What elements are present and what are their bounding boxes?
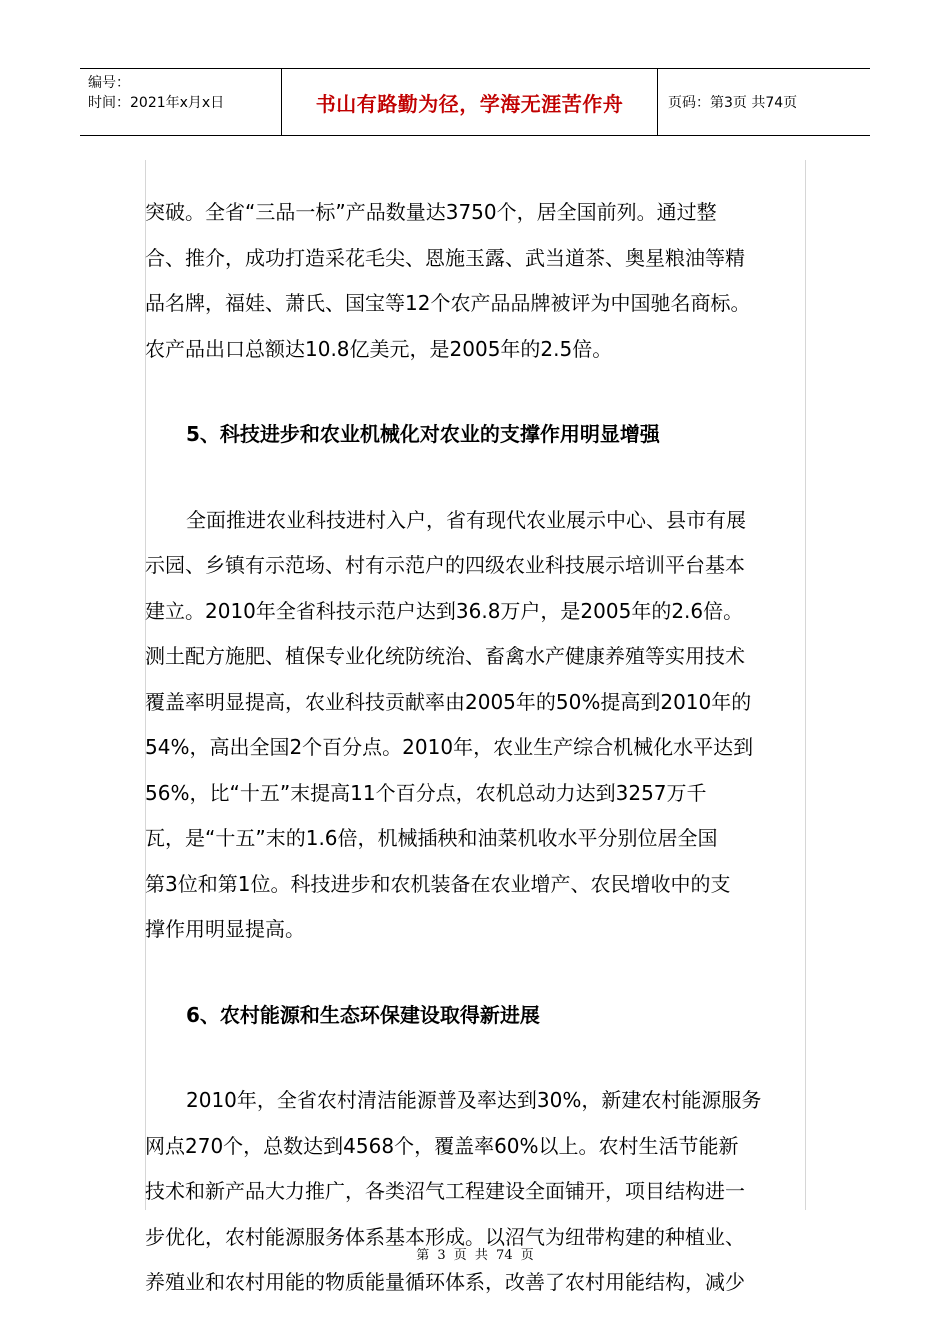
section-heading: 6、农村能源和生态环保建设取得新进展 [186,1002,540,1027]
text-line: 技术和新产品大力推广，各类沼气工程建设全面铺开，项目结构进一 [145,1179,745,1203]
text-line: 合、推介，成功打造采花毛尖、恩施玉露、武当道茶、奥星粮油等精 [145,245,745,270]
time-label: 时间：2021年x月x日 [88,95,225,111]
text-line: 品名牌，福娃、萧氏、国宝等12个农产品品牌被评为中国驰名商标。 [145,291,751,315]
text-line: 54%，高出全国2个百分点。2010年，农业生产综合机械化水平达到 [145,735,754,759]
document-body [145,190,807,1306]
text-line: 步优化，农村能源服务体系基本形成。以沼气为纽带构建的种植业、 [145,1224,745,1249]
header-meta [80,69,282,135]
text-line: 全面推进农业科技进村入户，省有现代农业展示中心、县市有展 [186,507,746,532]
text-line: 2010年，全省农村清洁能源普及率达到30%，新建农村能源服务 [186,1088,762,1112]
text-line: 覆盖率明显提高，农业科技贡献率由2005年的50%提高到2010年的 [145,689,752,714]
header-page-info: 页码：第3页 共74页 [668,95,798,111]
text-line: 突破。全省“三品一标”产品数量达3750个，居全国前列。通过整 [145,200,717,224]
text-line: 瓦，是“十五”末的1.6倍，机械插秧和油菜机收水平分别位居全国 [145,826,718,850]
section-heading: 5、科技进步和农业机械化对农业的支撑作用明显增强 [186,422,660,446]
document-header [80,68,870,136]
paragraph [145,190,807,372]
motto-text: 书山有路勤为径，学海无涯苦作舟 [315,91,624,116]
text-line: 示园、乡镇有示范场、村有示范户的四级农业科技展示培训平台基本 [145,553,745,577]
text-line: 网点270个，总数达到4568个，覆盖率60%以上。农村生活节能新 [145,1133,739,1158]
text-line: 养殖业和农村用能的物质能量循环体系，改善了农村用能结构，减少 [145,1270,745,1294]
paragraph [145,1078,807,1306]
paragraph [145,498,807,953]
text-line: 第3位和第1位。科技进步和农机装备在农业增产、农民增收中的支 [145,871,731,896]
serial-label: 编号： [88,75,130,91]
text-line: 测土配方施肥、植保专业化统防统治、畜禽水产健康养殖等实用技术 [145,644,745,668]
text-line: 撑作用明显提高。 [145,917,305,941]
text-line: 建立。2010年全省科技示范户达到36.8万户，是2005年的2.6倍。 [145,598,744,623]
text-line: 56%，比“十五”末提高11个百分点，农机总动力达到3257万千 [145,780,707,805]
header-motto-cell [282,69,658,135]
page-footer: 第 3 页 共 74 页 [416,1248,534,1263]
text-line: 农产品出口总额达10.8亿美元，是2005年的2.5倍。 [145,336,613,361]
